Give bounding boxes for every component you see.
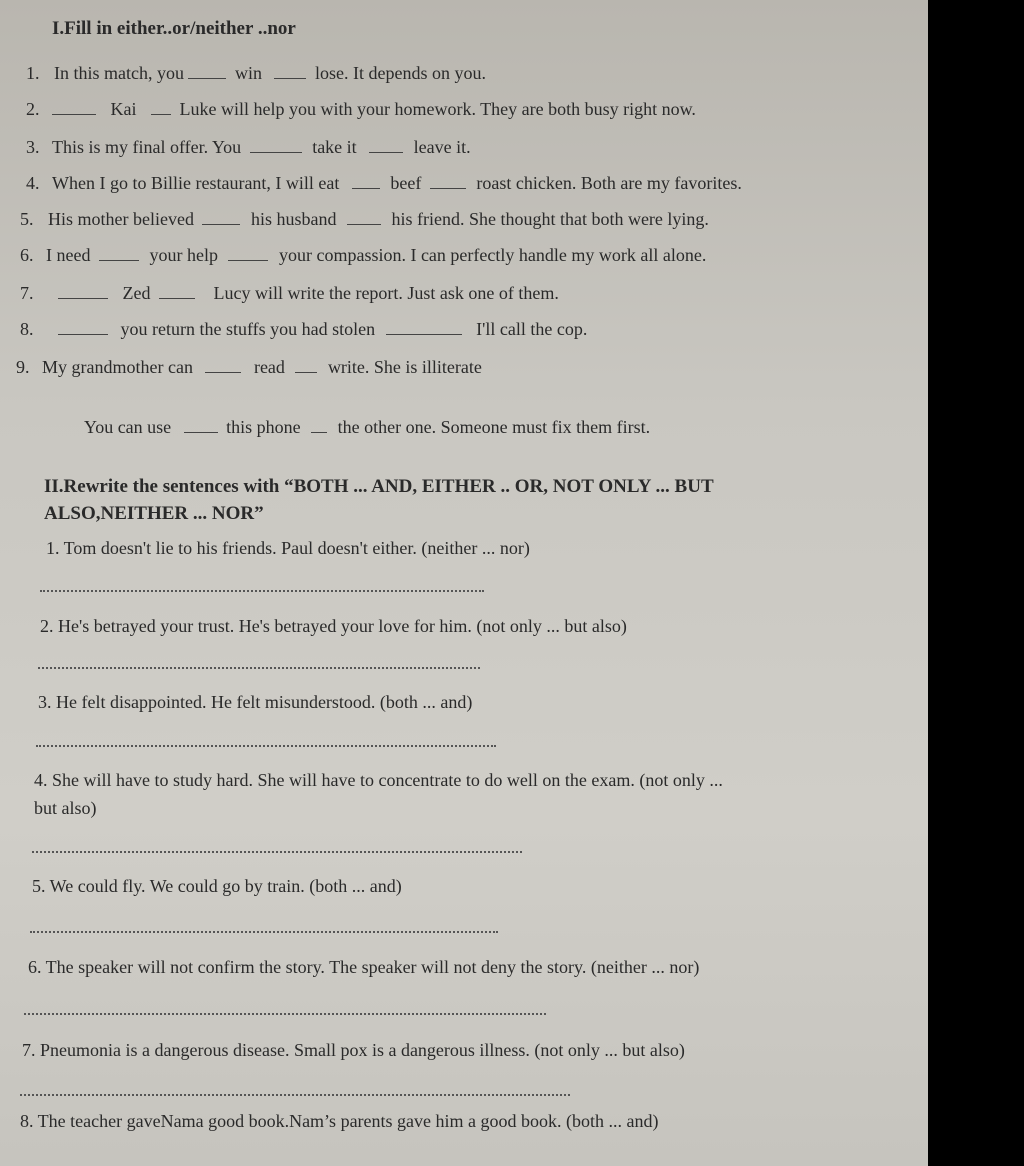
answer-blank[interactable]: [99, 244, 139, 261]
item-number: 9.: [16, 357, 30, 377]
exercise-2-item-4: 4. She will have to study hard. She will have to concentrate to do well on the exam. (not only ...: [34, 770, 723, 790]
item-text-a: In this match, you: [54, 63, 184, 83]
item-text-c: Luke will help you with your homework. They are both busy right now.: [179, 99, 696, 119]
item-text-c: roast chicken. Both are my favorites.: [476, 173, 742, 193]
answer-blank[interactable]: [228, 244, 268, 261]
exercise-2-item-6: 6. The speaker will not confirm the story. The speaker will not deny the story. (neither ... nor): [28, 957, 700, 977]
answer-blank[interactable]: [52, 98, 96, 115]
answer-line[interactable]: [36, 745, 496, 747]
item-text-b: your help: [149, 245, 218, 265]
item-text-b: take it: [312, 137, 357, 157]
exercise-1-item-6: [20, 244, 706, 266]
item-text-b: win: [234, 63, 262, 83]
section-2-title-line-1: II.Rewrite the sentences with “BOTH ... AND, EITHER .. OR, NOT ONLY ... BUT: [44, 476, 714, 497]
item-number: 1.: [26, 63, 40, 83]
item-text-b: Zed: [122, 283, 151, 303]
answer-line[interactable]: [20, 1094, 570, 1096]
section-2-title-line-2: ALSO,NEITHER ... NOR”: [44, 503, 264, 524]
item-text-c: Lucy will write the report. Just ask one of them.: [213, 283, 559, 303]
item-text-c: leave it.: [413, 137, 471, 157]
exercise-2-item-5: 5. We could fly. We could go by train. (both ... and): [32, 876, 402, 896]
item-text-b: beef: [390, 173, 422, 193]
answer-blank[interactable]: [58, 318, 108, 335]
item-text-a: My grandmother can: [42, 357, 193, 377]
item-text-c: the other one. Someone must fix them first.: [337, 417, 651, 437]
item-text-a: This is my final offer. You: [52, 137, 242, 157]
item-number: 8.: [20, 319, 34, 339]
exercise-1-item-2: [26, 98, 696, 120]
answer-blank[interactable]: [250, 136, 302, 153]
item-text-b: Kai: [110, 99, 137, 119]
answer-blank[interactable]: [311, 416, 327, 433]
item-number: 2.: [26, 99, 40, 119]
answer-blank[interactable]: [184, 416, 218, 433]
item-number: 7.: [20, 283, 34, 303]
answer-blank[interactable]: [352, 172, 380, 189]
answer-line[interactable]: [24, 1013, 546, 1015]
item-number: 3.: [26, 137, 40, 157]
item-text-c: your compassion. I can perfectly handle my work all alone.: [278, 245, 707, 265]
exercise-1-item-7: [20, 282, 559, 304]
answer-blank[interactable]: [274, 62, 306, 79]
item-text-c: write. She is illiterate: [327, 357, 482, 377]
exercise-2-item-8: 8. The teacher gaveNama good book.Nam’s parents gave him a good book. (both ... and): [20, 1111, 659, 1131]
answer-blank[interactable]: [205, 356, 241, 373]
item-text-a: When I go to Billie restaurant, I will eat: [52, 173, 340, 193]
item-text-c: I'll call the cop.: [476, 319, 588, 339]
answer-blank[interactable]: [151, 98, 171, 115]
item-text-a: I need: [46, 245, 91, 265]
answer-blank[interactable]: [58, 282, 108, 299]
item-number: 5.: [20, 209, 34, 229]
item-number: 4.: [26, 173, 40, 193]
answer-blank[interactable]: [369, 136, 403, 153]
item-text-b: you return the stuffs you had stolen: [120, 319, 376, 339]
item-text-b: his husband: [250, 209, 337, 229]
answer-blank[interactable]: [347, 208, 381, 225]
exercise-2-item-1: 1. Tom doesn't lie to his friends. Paul doesn't either. (neither ... nor): [46, 538, 530, 558]
exercise-1-item-3: [26, 136, 471, 158]
answer-line[interactable]: [40, 590, 484, 592]
answer-line[interactable]: [30, 931, 498, 933]
item-text-a: His mother believed: [48, 209, 194, 229]
exercise-1-item-5: [20, 208, 709, 230]
exercise-1-item-4: [26, 172, 742, 194]
exercise-1-item-9: [16, 356, 482, 378]
answer-blank[interactable]: [386, 318, 462, 335]
answer-line[interactable]: [32, 851, 522, 853]
answer-blank[interactable]: [295, 356, 317, 373]
exercise-1-item-1: [26, 62, 486, 84]
exercise-2-item-2: 2. He's betrayed your trust. He's betrayed your love for him. (not only ... but also): [40, 616, 627, 636]
item-text-c: his friend. She thought that both were lying.: [391, 209, 709, 229]
answer-blank[interactable]: [188, 62, 226, 79]
exercise-2-item-4-continued: but also): [34, 798, 97, 818]
answer-line[interactable]: [38, 667, 480, 669]
exercise-2-item-7: 7. Pneumonia is a dangerous disease. Small pox is a dangerous illness. (not only ... but also): [22, 1040, 685, 1060]
item-text-b: this phone: [226, 417, 301, 437]
answer-blank[interactable]: [159, 282, 195, 299]
item-text-b: read: [253, 357, 285, 377]
item-text-c: lose. It depends on you.: [314, 63, 486, 83]
exercise-2-item-3: 3. He felt disappointed. He felt misunderstood. (both ... and): [38, 692, 473, 712]
item-text-a: You can use: [84, 417, 172, 437]
exercise-1-extra-item: [84, 416, 650, 438]
answer-blank[interactable]: [430, 172, 466, 189]
exercise-1-item-8: [20, 318, 587, 340]
item-number: 6.: [20, 245, 34, 265]
answer-blank[interactable]: [202, 208, 240, 225]
section-1-title: I.Fill in either..or/neither ..nor: [52, 18, 296, 39]
